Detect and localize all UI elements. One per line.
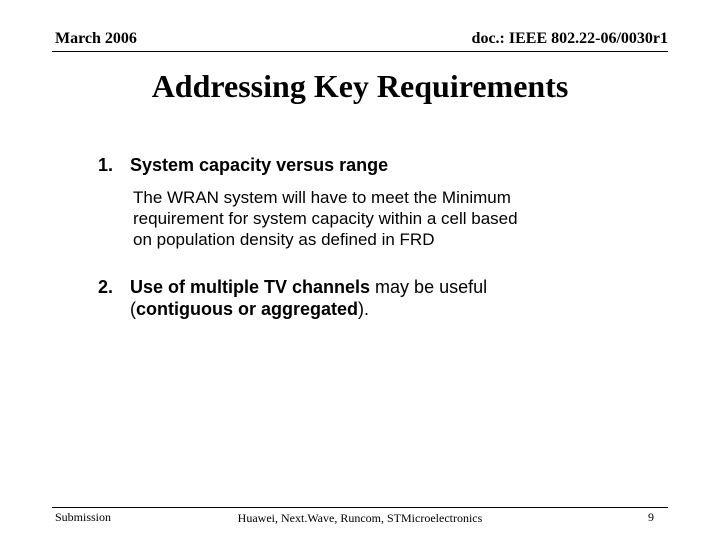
list-item-2-number: 2. [98,277,114,297]
header-date: March 2006 [55,30,137,47]
list-item-2-text: may be useful [370,277,488,297]
paren-close: ). [358,299,370,319]
list-item-1-heading: System capacity versus range [130,155,389,175]
footer-page-number: 9 [648,510,654,524]
footer-authors: Huawei, Next.Wave, Runcom, STMicroelectronics [237,511,483,525]
list-item-1 [98,154,638,176]
list-item-2-bold-paren: contiguous or aggregated [136,299,359,319]
header-doc-id: doc.: IEEE 802.22-06/0030r1 [471,30,668,47]
footer-submission: Submission [55,510,112,524]
description-line-2: requirement for system capacity within a cell based [133,209,518,228]
list-item-1-description [133,187,633,250]
header-rule [52,51,668,52]
slide-title: Addressing Key Requirements [151,68,569,104]
paren-open: ( [130,299,136,319]
list-item-1-number: 1. [98,155,114,175]
list-item-2-bold-text: Use of multiple TV channels [130,277,371,297]
list-item-2 [98,276,638,320]
description-line-1: The WRAN system will have to meet the Minimum [133,188,511,207]
description-line-3: on population density as defined in FRD [133,230,435,249]
list-item-2-line-2 [98,298,638,320]
footer-rule [52,507,668,508]
